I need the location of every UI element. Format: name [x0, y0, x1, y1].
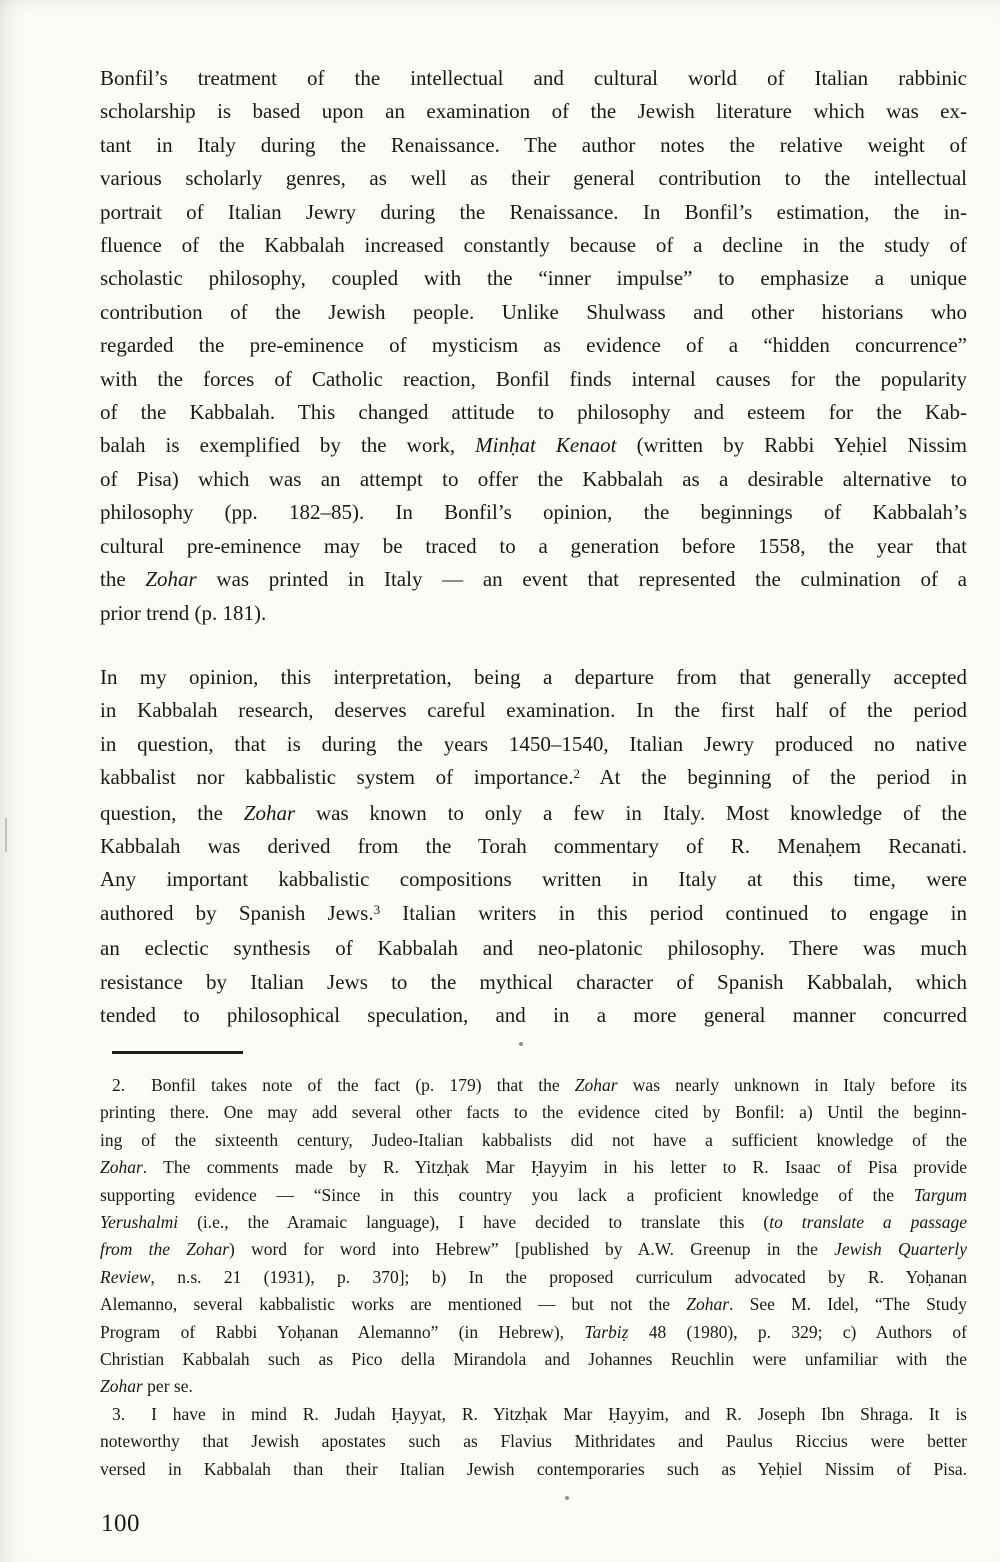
text-line: regarded the pre-eminence of mysticism as evidence of a “hidden concurrence” [100, 333, 967, 358]
text-line: Zohar. The comments made by R. Yitzḥak Mar Ḥayyim in his letter to R. Isaac of Pisa provide [100, 1157, 967, 1178]
text-line: tended to philosophical speculation, and in a more general manner concurred [100, 1002, 967, 1027]
text-line: Christian Kabbalah such as Pico della Mirandola and Johannes Reuchlin were unfamiliar with the [100, 1349, 967, 1370]
page-number: 100 [101, 1510, 140, 1537]
footnotes-section [100, 1072, 967, 1483]
footnote-3 [100, 1401, 967, 1483]
text-line: kabbalist nor kabbalistic system of importance.$^2$ At the beginning of the period in [100, 765, 967, 790]
scan-edge-artifact [5, 818, 7, 852]
text-line: Yerushalmi (i.e., the Aramaic language), I have decided to translate this (to translate a passage [100, 1212, 967, 1233]
text-line: In my opinion, this interpretation, being a departure from that generally accepted [100, 664, 967, 689]
footnote-2 [100, 1072, 967, 1401]
body-text [100, 62, 967, 1032]
text-line: Review, n.s. 21 (1931), p. 370]; b) In the proposed curriculum advocated by R. Yoḥanan [100, 1266, 967, 1287]
text-line: versed in Kabbalah than their Italian Jewish contemporaries such as Yeḥiel Nissim of Pisa. [100, 1458, 967, 1479]
text-line: resistance by Italian Jews to the mythical character of Spanish Kabbalah, which [100, 969, 967, 994]
text-line: of the Kabbalah. This changed attitude to philosophy and esteem for the Kab- [100, 400, 967, 425]
text-line: in Kabbalah research, deserves careful examination. In the first half of the period [100, 698, 967, 723]
text-line: prior trend (p. 181). [100, 600, 267, 625]
text-line: tant in Italy during the Renaissance. The author notes the relative weight of [100, 132, 967, 157]
text-line: in question, that is during the years 1450–1540, Italian Jewry produced no native [100, 731, 967, 756]
text-line: Bonfil’s treatment of the intellectual and cultural world of Italian rabbinic [100, 66, 967, 90]
text-line: Zohar per se. [100, 1376, 193, 1397]
text-line: cultural pre-eminence may be traced to a generation before 1558, the year that [100, 533, 967, 558]
text-line: of Pisa) which was an attempt to offer the Kabbalah as a desirable alternative to [100, 466, 967, 491]
text-line: question, the Zohar was known to only a few in Italy. Most knowledge of the [100, 800, 967, 825]
text-line: the Zohar was printed in Italy — an event that represented the culmination of a [100, 567, 968, 592]
text-line: balah is exemplified by the work, Minḥat Kenaot (written by Rabbi Yeḥiel Nissim [100, 433, 968, 458]
text-line: Program of Rabbi Yoḥanan Alemanno” (in Hebrew), Tarbiẓ 48 (1980), p. 329; c) Authors of [100, 1321, 967, 1342]
text-line: 3. I have in mind R. Judah Ḥayyat, R. Yitzḥak Mar Ḥayyim, and R. Joseph Ibn Shraga. It is [112, 1403, 967, 1424]
paragraph-2 [100, 661, 967, 1032]
paragraph-1 [100, 62, 967, 630]
text-line: philosophy (pp. 182–85). In Bonfil’s opinion, the beginnings of Kabbalah’s [100, 500, 967, 525]
text-line: authored by Spanish Jews.$^3$ Italian writers in this period continued to engage in [100, 900, 967, 925]
scan-speckle [519, 1042, 523, 1046]
text-line: 2. Bonfil takes note of the fact (p. 179) that the Zohar was nearly unknown in Italy before its [112, 1075, 967, 1095]
text-line: Kabbalah was derived from the Torah commentary of R. Menaḥem Recanati. [100, 833, 967, 858]
footnote-divider [112, 1051, 243, 1054]
text-line: noteworthy that Jewish apostates such as Flavius Mithridates and Paulus Riccius were better [100, 1431, 967, 1452]
text-line: portrait of Italian Jewry during the Renaissance. In Bonfil’s estimation, the in- [100, 199, 967, 224]
scan-speckle [565, 1496, 569, 1500]
text-line: fluence of the Kabbalah increased constantly because of a decline in the study of [100, 233, 967, 258]
text-line: an eclectic synthesis of Kabbalah and neo-platonic philosophy. There was much [100, 936, 967, 961]
text-line: scholastic philosophy, coupled with the “inner impulse” to emphasize a unique [100, 266, 967, 291]
text-line: contribution of the Jewish people. Unlike Shulwass and other historians who [100, 299, 967, 324]
text-line: with the forces of Catholic reaction, Bonfil finds internal causes for the popularity [100, 366, 967, 391]
text-line: Any important kabbalistic compositions written in Italy at this time, were [100, 867, 967, 892]
text-line: printing there. One may add several other facts to the evidence cited by Bonfil: a) Until the beginn- [100, 1102, 967, 1123]
text-line: ing of the sixteenth century, Judeo-Italian kabbalists did not have a sufficient knowledge of the [100, 1129, 967, 1150]
text-line: scholarship is based upon an examination of the Jewish literature which was ex- [100, 99, 967, 124]
text-line: various scholarly genres, as well as their general contribution to the intellectual [100, 166, 967, 191]
text-line: Alemanno, several kabbalistic works are mentioned — but not the Zohar. See M. Idel, “The Study [100, 1294, 967, 1315]
text-line: supporting evidence — “Since in this country you lack a proficient knowledge of the Targum [100, 1184, 967, 1205]
text-line: from the Zohar) word for word into Hebrew” [published by A.W. Greenup in the Jewish Quarterly [100, 1239, 968, 1260]
